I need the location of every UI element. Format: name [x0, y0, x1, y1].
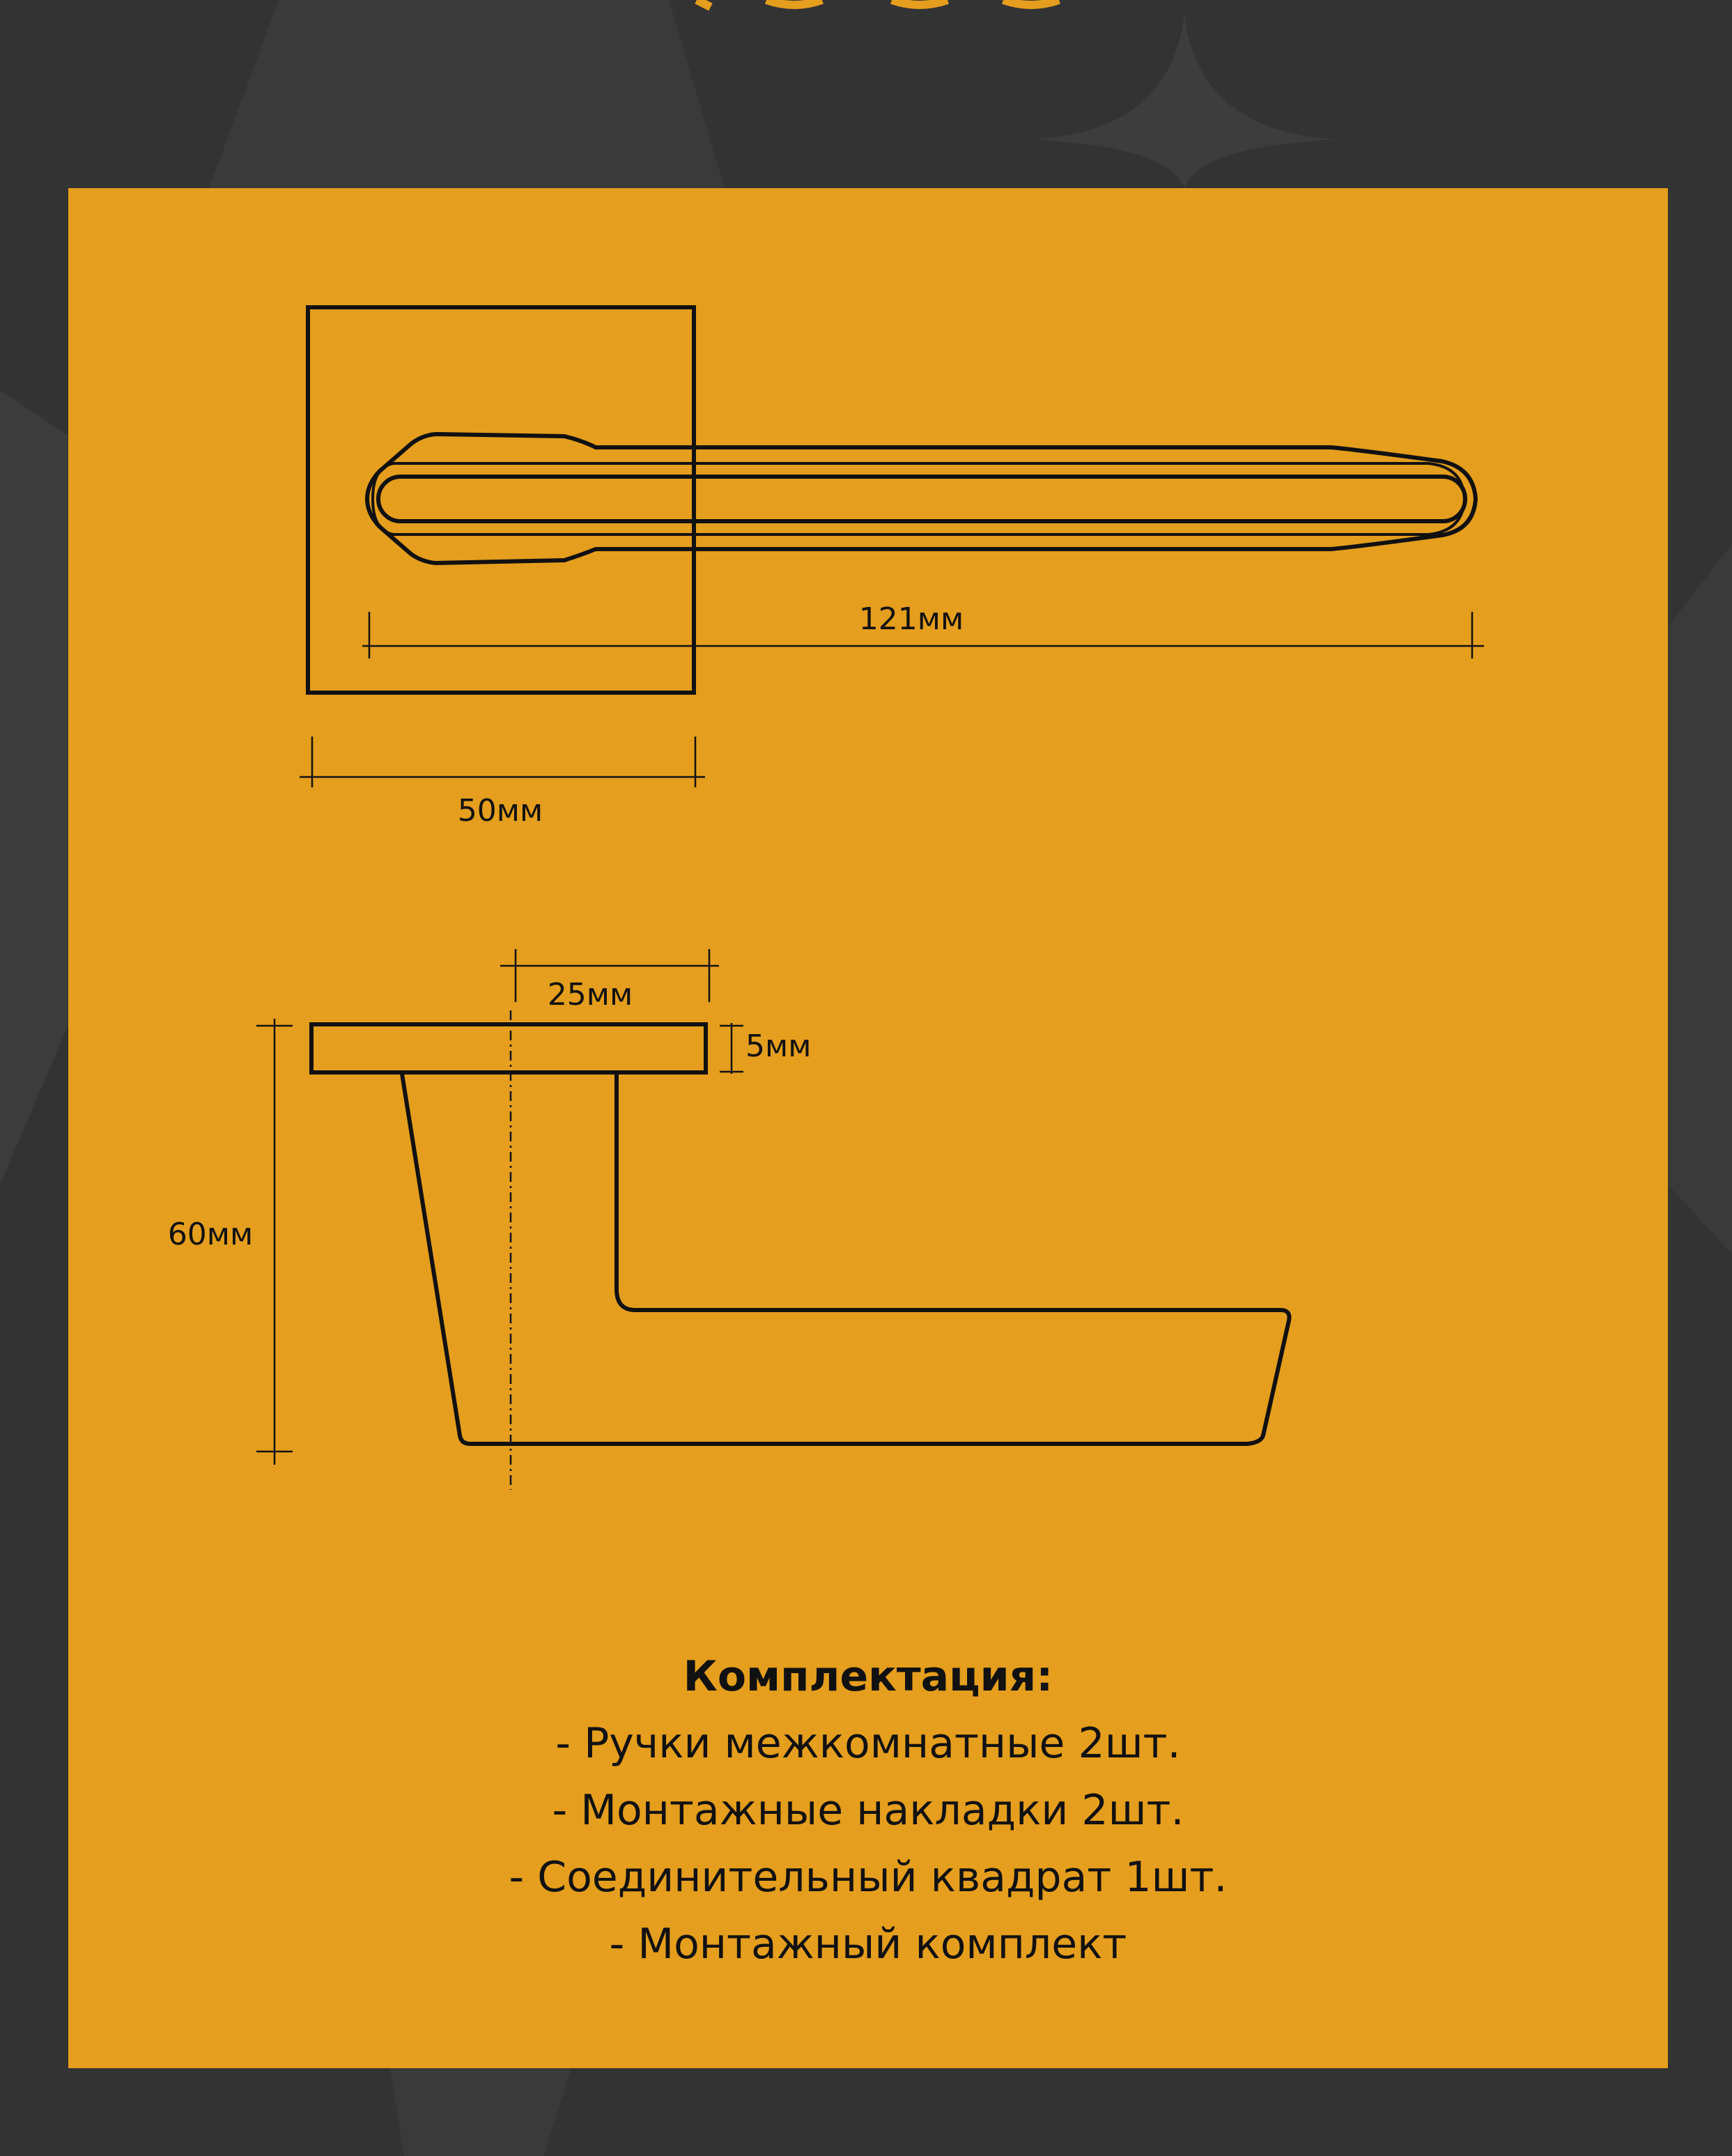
package-contents — [68, 1643, 1668, 1978]
thickness-label: 5мм — [745, 1029, 812, 1064]
contents-item: - Ручки межкомнатные 2шт. — [555, 1719, 1181, 1768]
contents-title: Комплектация: — [683, 1652, 1053, 1701]
rosette-side — [311, 1024, 706, 1072]
width-label: 50мм — [457, 793, 543, 829]
contents-item: - Соединительный квадрат 1шт. — [509, 1853, 1228, 1902]
height-label: 60мм — [167, 1217, 254, 1252]
lever-inner-outline — [373, 463, 1464, 534]
contents-item: - Монтажный комплект — [609, 1920, 1127, 1969]
lever-inner-slot — [378, 477, 1465, 521]
top-view — [300, 307, 1484, 787]
length-label: 121мм — [858, 601, 964, 637]
offset-label: 25мм — [547, 977, 633, 1012]
lever-outline — [367, 434, 1476, 563]
contents-item: - Монтажные накладки 2шт. — [552, 1786, 1184, 1835]
lever-side-outline — [402, 1074, 1290, 1444]
